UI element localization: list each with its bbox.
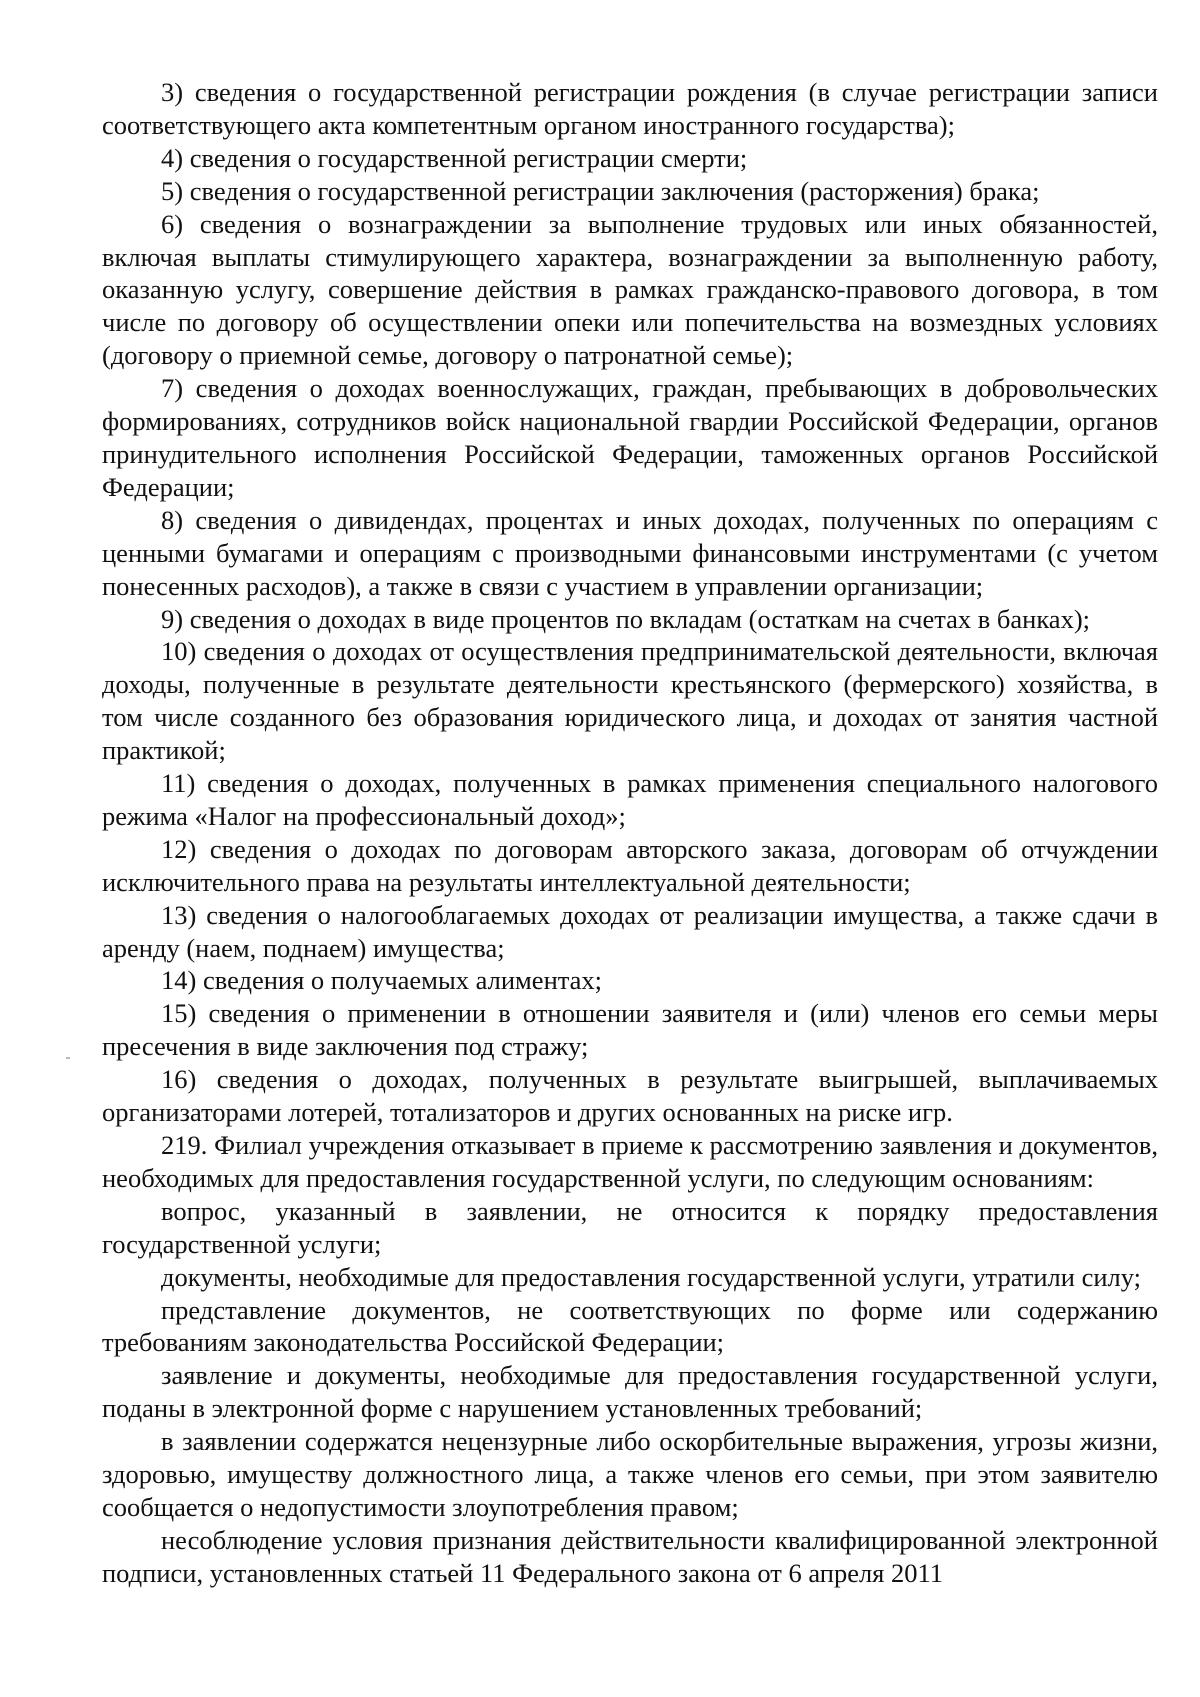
- ground-electronic-submission-violation: заявление и документы, необходимые для предоставления государственной услуги, поданы в электронной форме с нарушением установленных требований;: [102, 1360, 1158, 1424]
- ground-question-not-related: вопрос, указанный в заявлении, не относится к порядку предоставления государственной услуги;: [102, 1195, 1158, 1259]
- paragraph-item-12: 12) сведения о доходах по договорам авторского заказа, договорам об отчуждении исключительного права на результаты интеллектуальной деятельности;: [102, 833, 1158, 897]
- ground-documents-nonconforming: представление документов, не соответствующих по форме или содержанию требованиям законодательства Российской Федерации;: [102, 1294, 1158, 1358]
- paragraph-item-5: 5) сведения о государственной регистрации заключения (расторжения) брака;: [161, 175, 1040, 206]
- paragraph-item-10: 10) сведения о доходах от осуществления предпринимательской деятельности, включая доходы, полученные в результате деятельности крестьянского (фермерского) хозяйства, в том числе созданного без образования юридического лица, и доходах от занятия частной практикой;: [102, 636, 1158, 766]
- paragraph-item-6: 6) сведения о вознаграждении за выполнение трудовых или иных обязанностей, включая выплаты стимулирующего характера, вознаграждении за выполненную работу, оказанную услугу, совершение действия в рамках гражданско-правового договора, в том числе по договору об осуществлении опеки или попечительства на возмездных условиях (договору о приемной семье, договору о патронатной семье);: [102, 208, 1158, 371]
- paragraph-item-8: 8) сведения о дивидендах, процентах и иных доходах, полученных по операциям с ценными бумагами и операциям с производными финансовыми инструментами (с учетом понесенных расходов), а также в связи с участием в управлении организации;: [102, 504, 1158, 601]
- paragraph-item-4: 4) сведения о государственной регистрации смерти;: [161, 142, 748, 173]
- paragraph-item-16: 16) сведения о доходах, полученных в результате выигрышей, выплачиваемых организаторами лотерей, тотализаторов и других основанных на риске игр.: [102, 1064, 1158, 1128]
- scan-artifact-mark: [66, 1057, 70, 1059]
- paragraph-clause-219: 219. Филиал учреждения отказывает в приеме к рассмотрению заявления и документов, необходимых для предоставления государственной услуги, по следующим основаниям:: [102, 1130, 1158, 1193]
- paragraph-item-3: 3) сведения о государственной регистрации рождения (в случае регистрации записи соответствующего акта компетентным органом иностранного государства);: [102, 77, 1158, 140]
- paragraph-item-15: 15) сведения о применении в отношении заявителя и (или) членов его семьи меры пресечения в виде заключения под стражу;: [102, 998, 1158, 1062]
- document-body: [102, 76, 1158, 1590]
- paragraph-item-13: 13) сведения о налогооблагаемых доходах от реализации имущества, а также сдачи в аренду (наем, поднаем) имущества;: [102, 899, 1158, 963]
- ground-offensive-expressions: в заявлении содержатся нецензурные либо оскорбительные выражения, угрозы жизни, здоровью, имуществу должностного лица, а также членов его семьи, при этом заявителю сообщается о недопустимости злоупотребления правом;: [102, 1426, 1158, 1522]
- ground-signature-invalid: несоблюдение условия признания действительности квалифицированной электронной подписи, установленных статьей 11 Федерального закона от 6 апреля 2011: [102, 1524, 1158, 1588]
- paragraph-item-7: 7) сведения о доходах военнослужащих, граждан, пребывающих в добровольческих формированиях, сотрудников войск национальной гвардии Российской Федерации, органов принудительного исполнения Российской Федерации, таможенных органов Российской Федерации;: [102, 373, 1158, 502]
- paragraph-item-14: 14) сведения о получаемых алиментах;: [161, 965, 603, 996]
- paragraph-item-11: 11) сведения о доходах, полученных в рамках применения специального налогового режима «Налог на профессиональный доход»;: [102, 768, 1158, 831]
- paragraph-item-9: 9) сведения о доходах в виде процентов по вкладам (остаткам на счетах в банках);: [161, 603, 1091, 634]
- ground-documents-invalid: документы, необходимые для предоставления государственной услуги, утратили силу;: [161, 1261, 1141, 1292]
